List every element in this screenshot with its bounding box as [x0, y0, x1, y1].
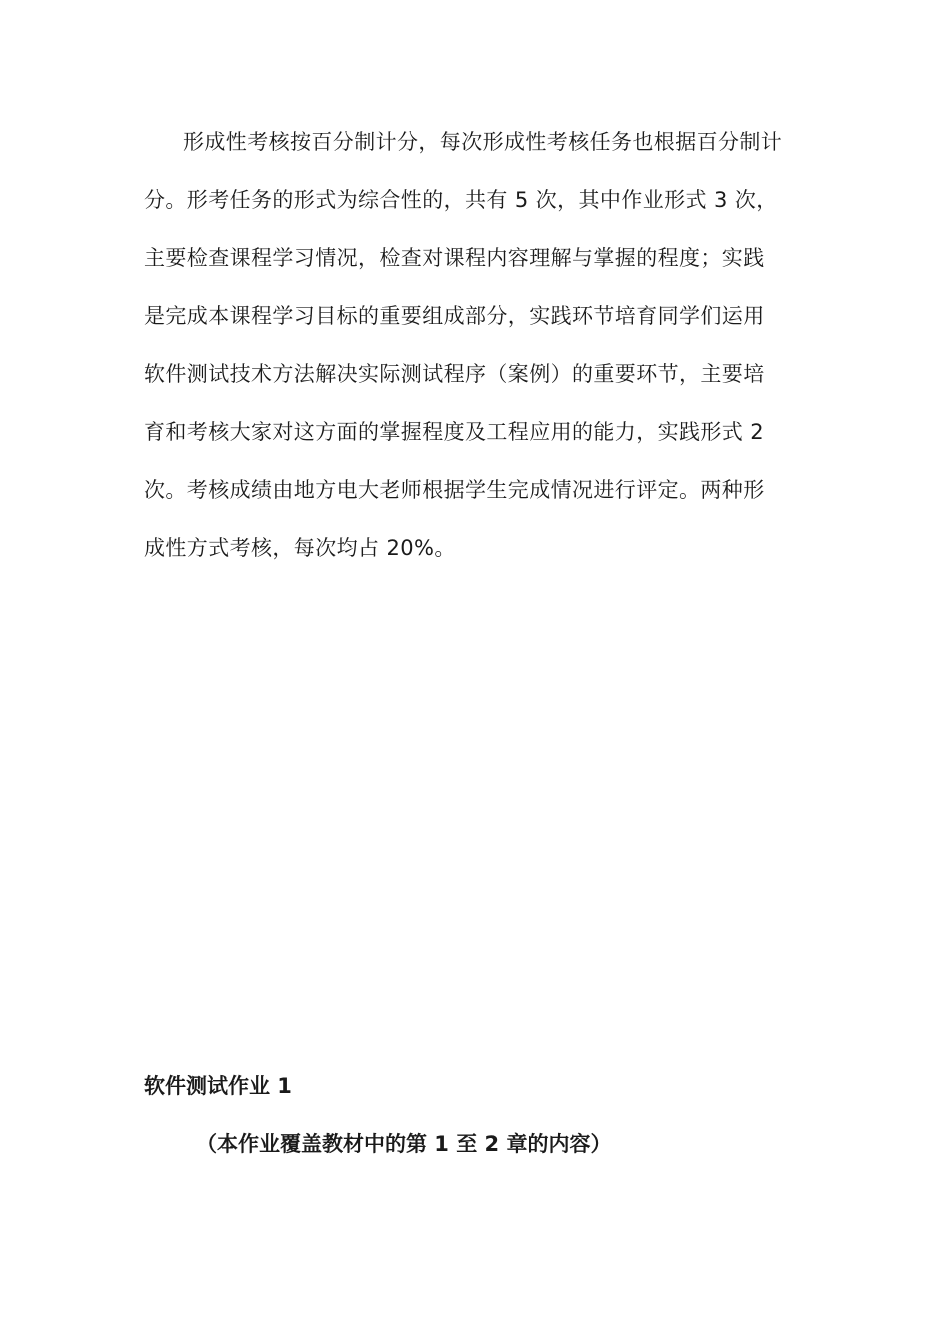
paragraph-line: 成性方式考核，每次均占 20%。	[144, 536, 456, 560]
paragraph-line: 次。考核成绩由地方电大老师根据学生完成情况进行评定。两种形	[144, 478, 765, 502]
paragraph-line: 形成性考核按百分制计分，每次形成性考核任务也根据百分制计	[183, 130, 783, 154]
assessment-paragraph	[144, 122, 808, 586]
assignment-scope-note: （本作业覆盖教材中的第 1 至 2 章的内容）	[196, 1132, 612, 1156]
paragraph-line: 主要检查课程学习情况，检查对课程内容理解与掌握的程度；实践	[144, 246, 765, 270]
paragraph-line: 是完成本课程学习目标的重要组成部分，实践环节培育同学们运用	[144, 304, 765, 328]
paragraph-line: 育和考核大家对这方面的掌握程度及工程应用的能力，实践形式 2	[144, 420, 765, 444]
paragraph-line: 软件测试技术方法解决实际测试程序（案例）的重要环节，主要培	[144, 362, 765, 386]
paragraph-line: 分。形考任务的形式为综合性的，共有 5 次，其中作业形式 3 次，	[144, 188, 778, 212]
assignment-heading: 软件测试作业 1	[144, 1074, 292, 1098]
